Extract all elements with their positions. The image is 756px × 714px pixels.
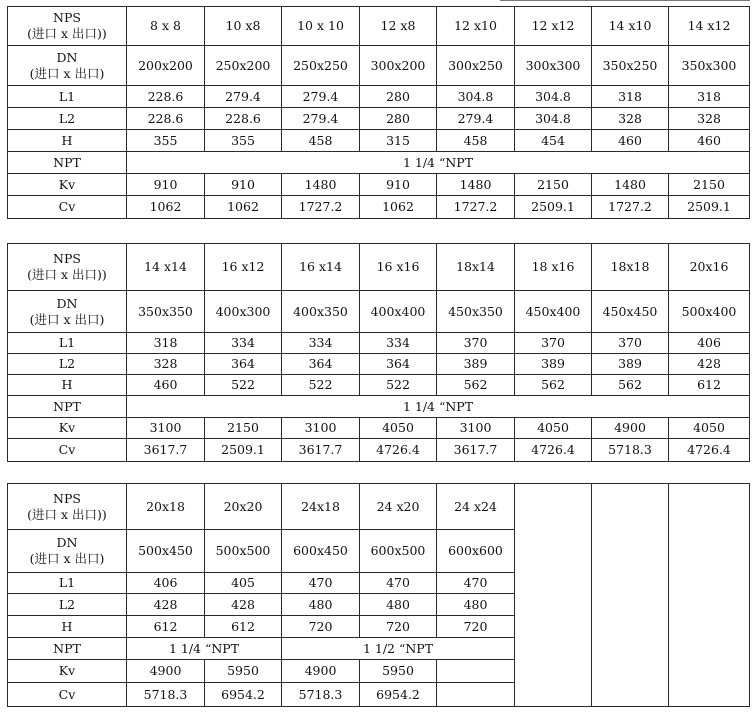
l2-value: 480 (282, 594, 360, 616)
l1-value: 405 (205, 573, 282, 594)
h-label: H (8, 130, 127, 152)
kv-value: 2150 (669, 174, 750, 196)
dn-value: 300x200 (360, 46, 437, 86)
l2-value: 228.6 (127, 108, 205, 130)
kv-value: 1480 (592, 174, 669, 196)
l1-value: 334 (282, 333, 360, 354)
table-row (8, 130, 750, 152)
nps-value: 20x20 (205, 484, 282, 530)
l1-value: 318 (127, 333, 205, 354)
h-value: 562 (515, 375, 592, 396)
dn-value: 600x450 (282, 530, 360, 573)
l1-value: 304.8 (515, 86, 592, 108)
nps-label: NPS (进口 x 出口)) (8, 7, 127, 46)
l1-value: 470 (282, 573, 360, 594)
l1-value: 334 (360, 333, 437, 354)
l1-value: 370 (515, 333, 592, 354)
kv-label: Kv (8, 418, 127, 439)
l1-value: 334 (205, 333, 282, 354)
l2-value: 279.4 (437, 108, 515, 130)
h-value: 522 (360, 375, 437, 396)
l1-value: 318 (592, 86, 669, 108)
empty-cell (515, 484, 592, 707)
h-value: 522 (282, 375, 360, 396)
kv-value: 910 (205, 174, 282, 196)
dn-value: 350x350 (127, 291, 205, 333)
cv-value: 3617.7 (282, 439, 360, 462)
table-row (8, 439, 750, 462)
empty-cell (437, 683, 515, 707)
l2-value: 228.6 (205, 108, 282, 130)
h-value: 562 (437, 375, 515, 396)
kv-value: 2150 (205, 418, 282, 439)
kv-value: 3100 (437, 418, 515, 439)
l2-value: 389 (437, 354, 515, 375)
nps-value: 10 x8 (205, 7, 282, 46)
table-row (8, 418, 750, 439)
h-value: 355 (127, 130, 205, 152)
h-value: 454 (515, 130, 592, 152)
table-row (8, 291, 750, 333)
l1-value: 279.4 (205, 86, 282, 108)
l2-value: 389 (515, 354, 592, 375)
nps-value: 18x18 (592, 244, 669, 291)
nps-value: 14 x12 (669, 7, 750, 46)
table-row (8, 244, 750, 291)
l2-label: L2 (8, 108, 127, 130)
table-row (8, 196, 750, 219)
cv-value: 4726.4 (669, 439, 750, 462)
cv-value: 1062 (205, 196, 282, 219)
spec-table-3 (7, 483, 750, 707)
dn-value: 350x300 (669, 46, 750, 86)
dn-value: 200x200 (127, 46, 205, 86)
npt-label: NPT (8, 152, 127, 174)
table-row (8, 333, 750, 354)
cv-value: 1062 (127, 196, 205, 219)
cv-label: Cv (8, 683, 127, 707)
cv-value: 4726.4 (515, 439, 592, 462)
l1-value: 470 (360, 573, 437, 594)
kv-value: 5950 (205, 660, 282, 683)
kv-label: Kv (8, 660, 127, 683)
h-label: H (8, 375, 127, 396)
nps-value: 18 x16 (515, 244, 592, 291)
l2-value: 364 (282, 354, 360, 375)
nps-value: 12 x12 (515, 7, 592, 46)
nps-value: 14 x14 (127, 244, 205, 291)
h-value: 612 (205, 616, 282, 638)
dn-value: 400x400 (360, 291, 437, 333)
kv-value: 1480 (437, 174, 515, 196)
table-row (8, 484, 750, 530)
l2-value: 328 (127, 354, 205, 375)
l1-value: 304.8 (437, 86, 515, 108)
l1-value: 228.6 (127, 86, 205, 108)
cv-value: 5718.3 (127, 683, 205, 707)
h-value: 355 (205, 130, 282, 152)
spec-table-1 (7, 6, 750, 219)
npt-value: 1 1/2 “NPT (282, 638, 515, 660)
table-row (8, 152, 750, 174)
l2-value: 364 (205, 354, 282, 375)
table-row (8, 86, 750, 108)
dn-value: 450x400 (515, 291, 592, 333)
dn-value: 250x250 (282, 46, 360, 86)
npt-label: NPT (8, 638, 127, 660)
dn-value: 250x200 (205, 46, 282, 86)
dn-label: DN (进口 x 出口) (8, 291, 127, 333)
kv-value: 4900 (127, 660, 205, 683)
l1-value: 279.4 (282, 86, 360, 108)
cv-value: 2509.1 (205, 439, 282, 462)
empty-cell (437, 660, 515, 683)
l1-label: L1 (8, 573, 127, 594)
dn-value: 400x350 (282, 291, 360, 333)
dn-value: 300x300 (515, 46, 592, 86)
cv-value: 5718.3 (282, 683, 360, 707)
h-label: H (8, 616, 127, 638)
dn-value: 350x250 (592, 46, 669, 86)
nps-value: 18x14 (437, 244, 515, 291)
nps-value: 12 x10 (437, 7, 515, 46)
h-value: 458 (282, 130, 360, 152)
l1-label: L1 (8, 86, 127, 108)
cv-value: 6954.2 (205, 683, 282, 707)
table-row (8, 396, 750, 418)
l2-value: 428 (669, 354, 750, 375)
h-value: 460 (127, 375, 205, 396)
nps-value: 12 x8 (360, 7, 437, 46)
l1-value: 470 (437, 573, 515, 594)
table-row (8, 354, 750, 375)
dn-label: DN (进口 x 出口) (8, 530, 127, 573)
nps-value: 24 x24 (437, 484, 515, 530)
table-row (8, 174, 750, 196)
nps-value: 24x18 (282, 484, 360, 530)
h-value: 562 (592, 375, 669, 396)
l2-value: 480 (437, 594, 515, 616)
h-value: 720 (360, 616, 437, 638)
dn-value: 400x300 (205, 291, 282, 333)
cv-value: 1062 (360, 196, 437, 219)
l1-value: 318 (669, 86, 750, 108)
h-value: 460 (592, 130, 669, 152)
top-rule (500, 0, 750, 1)
cv-value: 2509.1 (669, 196, 750, 219)
table-row (8, 108, 750, 130)
nps-value: 16 x12 (205, 244, 282, 291)
cv-value: 3617.7 (437, 439, 515, 462)
h-value: 315 (360, 130, 437, 152)
spec-table-2 (7, 243, 750, 462)
nps-value: 20x18 (127, 484, 205, 530)
l2-value: 428 (205, 594, 282, 616)
l1-value: 280 (360, 86, 437, 108)
kv-value: 3100 (127, 418, 205, 439)
h-value: 458 (437, 130, 515, 152)
l1-value: 406 (669, 333, 750, 354)
cv-value: 1727.2 (437, 196, 515, 219)
empty-cell (592, 484, 669, 707)
l2-value: 280 (360, 108, 437, 130)
dn-label: DN (进口 x 出口) (8, 46, 127, 86)
kv-value: 1480 (282, 174, 360, 196)
l2-value: 279.4 (282, 108, 360, 130)
nps-value: 8 x 8 (127, 7, 205, 46)
dn-value: 500x450 (127, 530, 205, 573)
kv-value: 5950 (360, 660, 437, 683)
nps-value: 24 x20 (360, 484, 437, 530)
table-row (8, 7, 750, 46)
npt-label: NPT (8, 396, 127, 418)
nps-value: 14 x10 (592, 7, 669, 46)
cv-value: 1727.2 (282, 196, 360, 219)
kv-value: 4050 (360, 418, 437, 439)
dn-value: 500x500 (205, 530, 282, 573)
h-value: 612 (127, 616, 205, 638)
cv-value: 3617.7 (127, 439, 205, 462)
cv-value: 6954.2 (360, 683, 437, 707)
dn-value: 600x600 (437, 530, 515, 573)
l1-value: 370 (437, 333, 515, 354)
dn-value: 450x450 (592, 291, 669, 333)
cv-label: Cv (8, 196, 127, 219)
kv-value: 4050 (515, 418, 592, 439)
cv-value: 4726.4 (360, 439, 437, 462)
npt-value: 1 1/4 “NPT (127, 152, 750, 174)
table-row (8, 375, 750, 396)
l2-value: 328 (592, 108, 669, 130)
h-value: 720 (282, 616, 360, 638)
dn-value: 500x400 (669, 291, 750, 333)
l2-label: L2 (8, 354, 127, 375)
dn-value: 600x500 (360, 530, 437, 573)
l1-value: 370 (592, 333, 669, 354)
l2-value: 389 (592, 354, 669, 375)
kv-value: 4050 (669, 418, 750, 439)
kv-value: 910 (127, 174, 205, 196)
empty-cell (669, 484, 750, 707)
l2-value: 428 (127, 594, 205, 616)
cv-label: Cv (8, 439, 127, 462)
nps-value: 16 x16 (360, 244, 437, 291)
nps-value: 16 x14 (282, 244, 360, 291)
kv-value: 910 (360, 174, 437, 196)
kv-value: 4900 (282, 660, 360, 683)
npt-value: 1 1/4 “NPT (127, 396, 750, 418)
nps-label: NPS (进口 x 出口)) (8, 244, 127, 291)
npt-value: 1 1/4 “NPT (127, 638, 282, 660)
l2-value: 328 (669, 108, 750, 130)
h-value: 522 (205, 375, 282, 396)
cv-value: 2509.1 (515, 196, 592, 219)
dn-value: 300x250 (437, 46, 515, 86)
cv-value: 1727.2 (592, 196, 669, 219)
nps-label: NPS (进口 x 出口)) (8, 484, 127, 530)
nps-value: 20x16 (669, 244, 750, 291)
kv-label: Kv (8, 174, 127, 196)
kv-value: 2150 (515, 174, 592, 196)
l1-label: L1 (8, 333, 127, 354)
h-value: 720 (437, 616, 515, 638)
h-value: 612 (669, 375, 750, 396)
l2-value: 364 (360, 354, 437, 375)
l1-value: 406 (127, 573, 205, 594)
cv-value: 5718.3 (592, 439, 669, 462)
l2-value: 480 (360, 594, 437, 616)
kv-value: 4900 (592, 418, 669, 439)
nps-value: 10 x 10 (282, 7, 360, 46)
kv-value: 3100 (282, 418, 360, 439)
dn-value: 450x350 (437, 291, 515, 333)
l2-label: L2 (8, 594, 127, 616)
table-row (8, 46, 750, 86)
h-value: 460 (669, 130, 750, 152)
l2-value: 304.8 (515, 108, 592, 130)
